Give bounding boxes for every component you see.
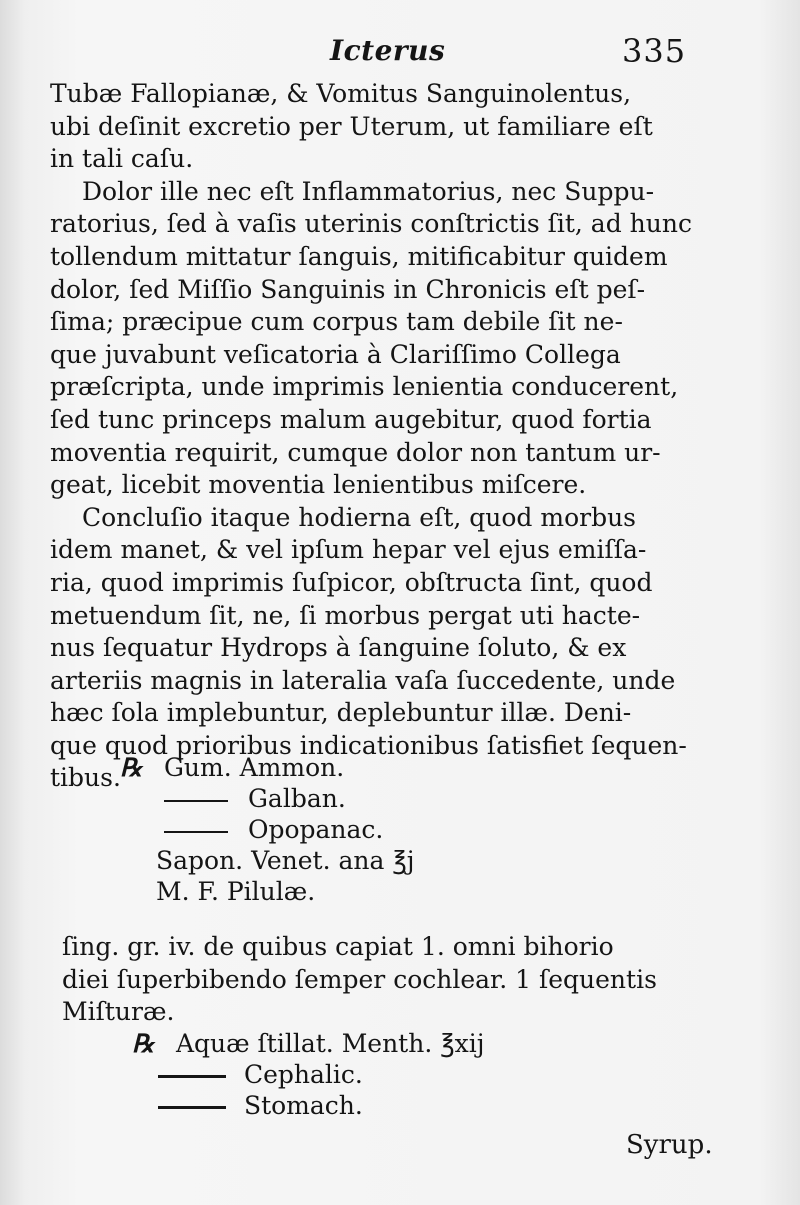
paragraph-start-line: Concluſio itaque hodierna eſt, quod morbus (82, 502, 637, 532)
recipe-symbol: ℞ (120, 753, 143, 782)
rx-line (120, 814, 640, 845)
rx-line (120, 783, 640, 814)
text-line: arteriis magnis in lateralia vaſa ſuccedente, unde (50, 665, 676, 695)
rx-ingredient: Cephalic. (243, 1060, 363, 1089)
catchword: Syrup. (626, 1130, 713, 1160)
text-line: que juvabunt veſicatoria à Clariſſimo Collega (50, 339, 621, 369)
rx-ingredient: Sapon. Venet. ana ℥j (156, 846, 415, 875)
text-line: ſed tunc princeps malum augebitur, quod fortia (50, 404, 652, 434)
directions-text (62, 932, 712, 1030)
rx-line (132, 1028, 652, 1059)
text-line: hæc ſola implebuntur, deplebuntur illæ. Deni- (50, 698, 632, 728)
rx-ingredient: Stomach. (243, 1091, 363, 1120)
rx-ingredient: Aquæ ſtillat. Menth. ℥xij (175, 1029, 485, 1058)
rx-line (120, 752, 640, 783)
rx-line (132, 1059, 652, 1090)
rx-line (132, 1090, 652, 1121)
text-line: ria, quod imprimis ſuſpicor, obſtructa ſint, quod (50, 567, 653, 597)
text-line: tibus. (50, 763, 121, 793)
text-line: ubi deſinit excretio per Uterum, ut familiare eſt (50, 111, 653, 141)
text-line: dolor, ſed Miſſio Sanguinis in Chronicis eſt peſ- (50, 274, 646, 304)
text-line: que quod prioribus indicationibus ſatisfiet ſequen- (50, 730, 687, 760)
rx-ingredient: Gum. Ammon. (163, 753, 345, 782)
page-header (0, 30, 800, 80)
text-line: geat, licebit moventia lenientibus miſcere. (50, 470, 587, 500)
rx-ingredient: Opopanac. (247, 815, 384, 844)
page-number: 335 (622, 32, 687, 70)
text-line: ratorius, ſed à vaſis uterinis conſtrictis ſit, ad hunc (50, 209, 692, 239)
prescription-2 (132, 1028, 652, 1121)
running-head: Icterus (330, 34, 446, 67)
text-line: moventia requirit, cumque dolor non tantum ur- (50, 437, 661, 467)
directions-line: ſing. gr. iv. de quibus capiat 1. omni bihorio (62, 932, 614, 961)
text-line: Tubæ Fallopianæ, & Vomitus Sanguinolentus, (50, 79, 632, 108)
text-line: nus ſequatur Hydrops à ſanguine ſoluto, & ex (50, 633, 627, 663)
recipe-symbol: ℞ (132, 1029, 155, 1058)
text-line: præſcripta, unde imprimis lenientia conducerent, (50, 372, 679, 402)
text-line: metuendum ſit, ne, ſi morbus pergat uti hacte- (50, 600, 641, 630)
text-line: tollendum mittatur ſanguis, mitificabitur quidem (50, 241, 668, 271)
text-line: ſima; præcipue cum corpus tam debile ſit ne- (50, 307, 623, 337)
text-line: in tali caſu. (50, 144, 194, 174)
ditto-dash (158, 1075, 226, 1078)
directions-line: Miſturæ. (62, 997, 175, 1027)
prescription-1 (120, 752, 640, 907)
paragraph-start-line: Dolor ille nec eſt Inflammatorius, nec Suppu- (82, 176, 655, 206)
rx-instruction: M. F. Pilulæ. (156, 877, 316, 906)
directions-line: diei ſuperbibendo ſemper cochlear. 1 ſequentis (62, 964, 657, 994)
text-line: idem manet, & vel ipſum hepar vel ejus emiſſa- (50, 535, 647, 565)
main-text (50, 78, 700, 795)
ditto-dash (158, 1106, 226, 1109)
rx-ingredient: Galban. (247, 784, 346, 813)
ditto-dash (164, 800, 228, 802)
ditto-dash (164, 831, 228, 833)
